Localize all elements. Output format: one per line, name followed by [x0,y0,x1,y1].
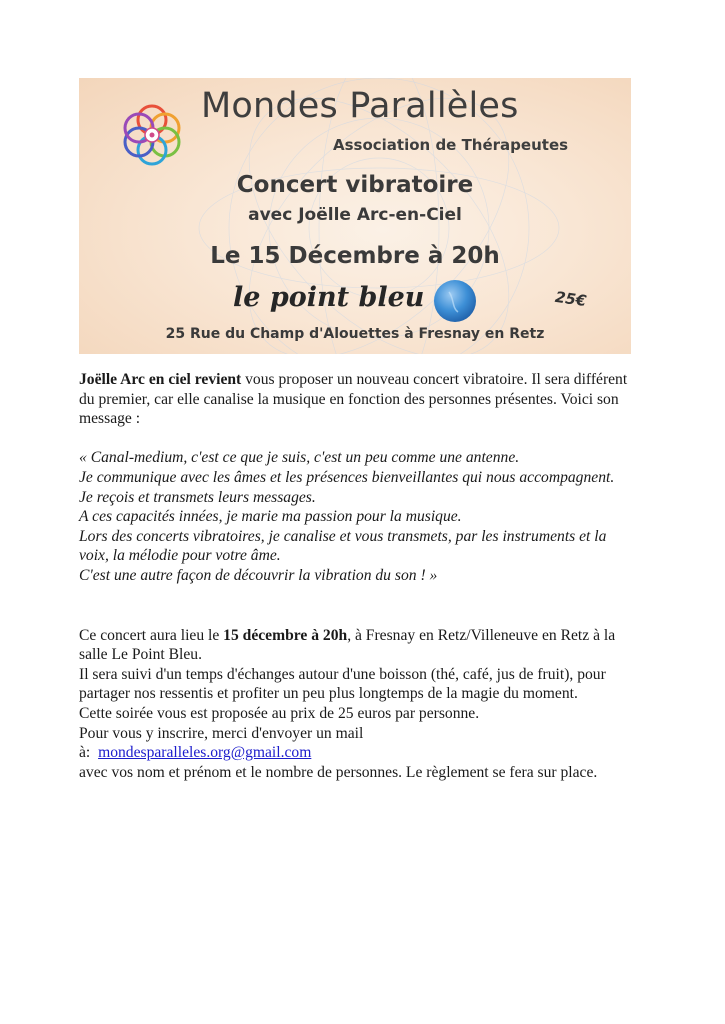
followup-paragraph: Il sera suivi d'un temps d'échanges autour d'une boisson (thé, café, jus de fruit), pour partager nos ressentis et profiter un peu plus longtemps de la magie du moment. [79,665,606,703]
price-paragraph: Cette soirée vous est proposée au prix de 25 euros par personne. [79,704,480,722]
event-date: Le 15 Décembre à 20h [210,243,500,269]
email-link[interactable]: mondesparalleles.org@gmail.com [98,744,312,762]
intro-bold-lead: Joëlle Arc en ciel revient [79,371,242,388]
email-line [79,743,639,763]
event-artist: avec Joëlle Arc-en-Ciel [248,205,462,225]
quote-line: Je communique avec les âmes et les présences bienveillantes qui nous accompagnent. [79,468,615,486]
details-paragraph [79,626,639,665]
venue-name: le point bleu [233,282,425,313]
quote-line: C'est une autre façon de découvrir la vibration du son ! » [79,566,438,584]
intro-paragraph [79,370,639,429]
blue-circle-icon [432,278,478,324]
quote-line: « Canal-medium, c'est ce que je suis, c'est un peu comme une antenne. [79,449,520,467]
quote-line: A ces capacités innées, je marie ma passion pour la musique. [79,508,462,526]
quote-line: Je reçois et transmets leurs messages. [79,488,316,506]
brand-title: Mondes Parallèles [201,86,519,126]
artist-message-quote [79,448,639,585]
closing-paragraph: avec vos nom et prénom et le nombre de personnes. Le règlement se fera sur place. [79,763,598,781]
details-date: 15 décembre à 20h [223,626,348,644]
mandala-logo-icon [115,98,189,172]
venue-address: 25 Rue du Champ d'Alouettes à Fresnay en Retz [165,326,545,342]
quote-line: Lors des concerts vibratoires, je canalise et vous transmets, par les instruments et la voix, la mélodie pour votre âme. [79,527,607,565]
intro-text: vous proposer un nouveau concert vibratoire. Il sera différent du premier, car elle canalise la musique en fonction des personnes présentes. Voici son message : [79,371,628,428]
event-title: Concert vibratoire [236,172,474,198]
brand-subtitle: Association de Thérapeutes [333,136,569,154]
email-prefix: à: [79,744,99,762]
details-intro: Ce concert aura lieu le [79,626,224,644]
signup-paragraph: Pour vous y inscrire, merci d'envoyer un mail [79,724,364,742]
event-banner [79,78,631,354]
letter-body [79,370,639,782]
details-place: , à Fresnay en Retz/Villeneuve en Retz à la salle Le Point Bleu. [79,626,616,664]
price-tag: 25€ [553,287,588,311]
